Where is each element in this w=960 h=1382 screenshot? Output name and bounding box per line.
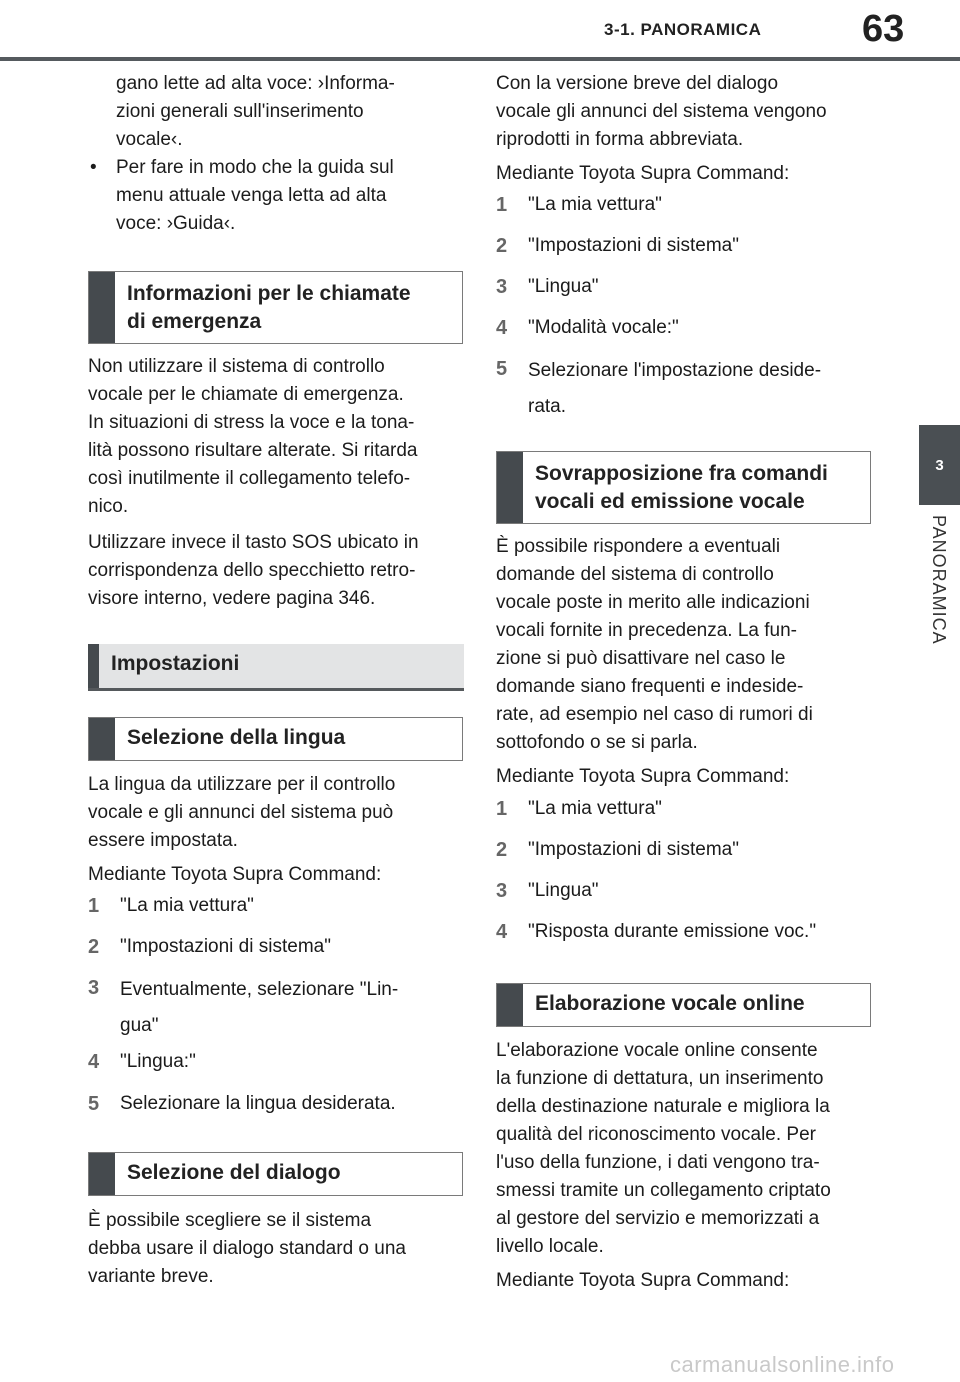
heading-online-text: Elaborazione vocale online (535, 992, 805, 1015)
paragraph-dialog: È possibile scegliere se il sistema debba usare il dialogo standard o una variante breve. (88, 1210, 406, 1287)
step-number: 3 (496, 880, 508, 902)
intro-continuation: gano lette ad alta voce: ›Informa- zioni generali sull'inserimento vocale‹. (116, 73, 395, 150)
step-item (496, 875, 872, 907)
step-text: "Lingua" (528, 276, 599, 297)
heading-emergency (88, 271, 463, 344)
step-text: "La mia vettura" (120, 895, 254, 916)
step-item (496, 793, 872, 825)
step-text: Selezionare la lingua desiderata. (120, 1093, 396, 1114)
step-number: 2 (496, 839, 508, 861)
paragraph-via: Mediante Toyota Supra Command: (496, 163, 790, 184)
paragraph-emergency-1: Non utilizzare il sistema di controllo vocale per le chiamate di emergenza. In situazioni di stress la voce e la tona- lità possono risultare alterate. Si ritarda così inutilmente il collegamento telefo- nico. (88, 356, 418, 517)
step-text: Selezionare l'impostazione deside- rata. (528, 360, 822, 417)
step-item (496, 916, 872, 948)
step-item (88, 972, 464, 1044)
heading-dialog-text: Selezione del dialogo (127, 1161, 341, 1184)
step-text: "La mia vettura" (528, 798, 662, 819)
step-number: 2 (496, 235, 508, 257)
page-number: 63 (862, 8, 905, 50)
paragraph-via: Mediante Toyota Supra Command: (496, 1270, 790, 1291)
step-item (496, 834, 872, 866)
paragraph-via: Mediante Toyota Supra Command: (496, 766, 790, 787)
step-number: 3 (88, 977, 100, 999)
step-text: "Modalità vocale:" (528, 317, 679, 338)
paragraph-emergency-2: Utilizzare invece il tasto SOS ubicato in corrispondenza dello specchietto retro- visore interno, vedere pagina 346. (88, 532, 419, 609)
heading-dialog (88, 1152, 463, 1196)
step-number: 4 (88, 1051, 100, 1073)
header-rule (0, 57, 960, 61)
step-text: "La mia vettura" (528, 194, 662, 215)
step-text: "Risposta durante emissione voc." (528, 921, 817, 942)
step-number: 1 (496, 798, 508, 820)
intro-bullet (88, 154, 464, 238)
heading-overlap (496, 451, 871, 524)
step-number: 2 (88, 936, 100, 958)
heading-emergency-text: Informazioni per le chiamate di emergenza (127, 282, 411, 333)
step-number: 5 (88, 1093, 100, 1115)
step-item (496, 230, 872, 262)
step-text: "Impostazioni di sistema" (528, 235, 739, 256)
step-item (496, 271, 872, 303)
step-item (496, 189, 872, 221)
section-title: 3-1. PANORAMICA (604, 20, 762, 39)
chapter-tab-number: 3 (919, 425, 960, 505)
step-text: "Lingua" (528, 880, 599, 901)
step-number: 4 (496, 921, 508, 943)
heading-overlap-text: Sovrapposizione fra comandi vocali ed emissione vocale (535, 462, 828, 513)
paragraph-overlap: È possibile rispondere a eventuali domande del sistema di controllo vocale poste in merito alle indicazioni vocali fornite in precedenza. La fun- zione si può disattivare nel caso le domande siano frequenti e indeside- rate, ad esempio nel caso di rumori di sottofondo o se si parla. (496, 536, 813, 753)
paragraph-language: La lingua da utilizzare per il controllo vocale e gli annunci del sistema può essere impostata. (88, 774, 396, 851)
step-number: 5 (496, 358, 508, 380)
heading-online (496, 983, 871, 1027)
step-number: 1 (88, 895, 100, 917)
heading-language (88, 717, 463, 761)
watermark: carmanualsonline.info (670, 1352, 895, 1377)
step-item (88, 890, 464, 922)
step-text: "Impostazioni di sistema" (120, 936, 331, 957)
step-number: 3 (496, 276, 508, 298)
bullet-icon: • (90, 157, 97, 178)
paragraph-online: L'elaborazione vocale online consente la funzione di dettatura, un inserimento della destinazione naturale e migliora la qualità del riconoscimento vocale. Per l'uso della funzione, i dati vengono tra- smessi tramite un collegamento criptato al gestore del servizio e memorizzati a livello locale. (496, 1040, 831, 1257)
intro-bullet-text: Per fare in modo che la guida sul menu attuale venga letta ad alta voce: ›Guida‹. (116, 157, 394, 234)
paragraph-via: Mediante Toyota Supra Command: (88, 864, 382, 885)
chapter-tab-label: PANORAMICA (929, 515, 949, 645)
step-number: 4 (496, 317, 508, 339)
step-text: "Lingua:" (120, 1051, 196, 1072)
step-item (496, 312, 872, 344)
step-item (88, 1088, 464, 1120)
step-text: Eventualmente, selezionare "Lin- gua" (120, 979, 399, 1036)
heading-language-text: Selezione della lingua (127, 726, 346, 749)
step-number: 1 (496, 194, 508, 216)
step-item (496, 353, 872, 425)
paragraph-short-dialog: Con la versione breve del dialogo vocale gli annunci del sistema vengono riprodotti in forma abbreviata. (496, 73, 827, 150)
heading-settings (88, 644, 464, 691)
step-item (88, 1046, 464, 1078)
heading-settings-text: Impostazioni (111, 652, 240, 675)
step-item (88, 931, 464, 963)
step-text: "Impostazioni di sistema" (528, 839, 739, 860)
